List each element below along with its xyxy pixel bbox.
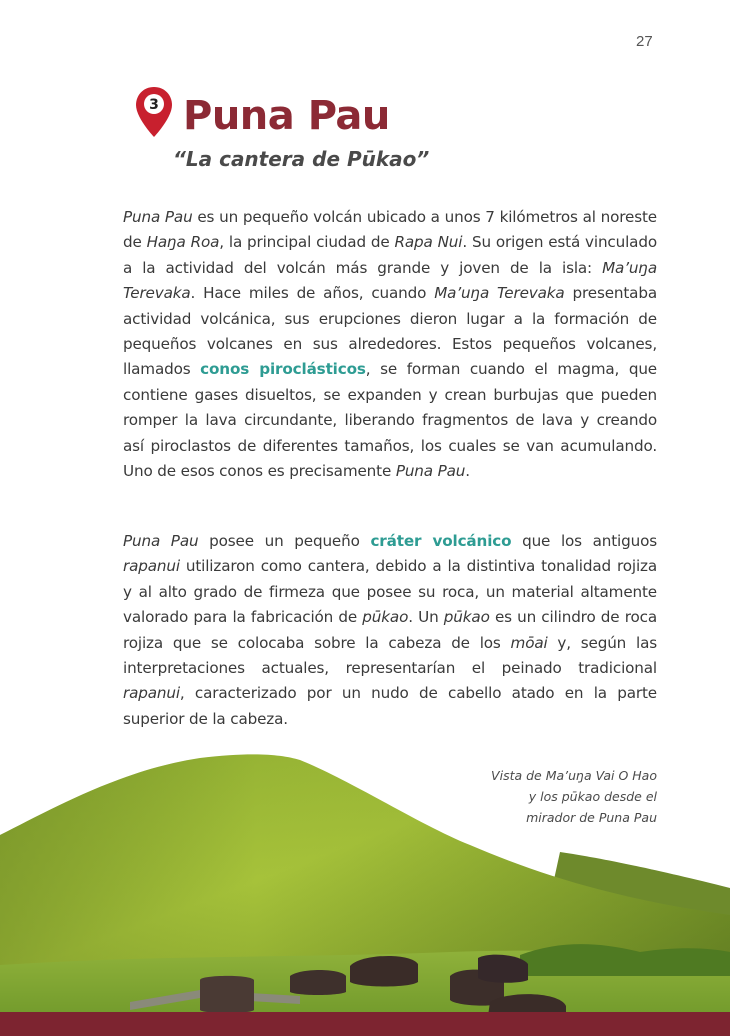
italic-term: rapanui — [123, 557, 180, 576]
page-title: Puna Pau — [183, 93, 390, 139]
text-run: , la principal ciudad de — [219, 233, 395, 252]
text-run: presentaba actividad volcánica, sus erupciones dieron lugar a la formación de pequeños volcanes en sus alrededores. Estos pequeños volcanes, llamados — [123, 284, 657, 379]
caption-line: mirador de Puna Pau — [526, 810, 657, 825]
text-run: , se forman cuando el magma, que contiene gases disueltos, se expanden y crean burbujas que pueden romper la lava circundante, liberando fragmentos de lava y creando así piroclastos de diferentes tamaños, los cuales se van acumulando. Uno de esos conos es precisamente — [123, 360, 657, 481]
text-run: . — [465, 462, 470, 481]
italic-term: mōai — [510, 633, 548, 652]
italic-term: pūkao — [443, 608, 490, 627]
italic-term: Rapa Nui — [394, 233, 463, 252]
caption-line: y los pūkao desde el — [528, 789, 657, 804]
text-run: . Su origen está vinculado a la actividad del volcán más grande y joven de la isla: — [123, 233, 657, 277]
text-run: que los antiguos — [511, 532, 657, 550]
text-run: , caracterizado por un nudo de cabello atado en la parte superior de la cabeza. — [123, 684, 657, 728]
highlight-term: cráter volcánico — [370, 532, 512, 550]
italic-term: Puna Pau — [395, 462, 466, 481]
text-run: posee un pequeño — [198, 532, 371, 550]
text-run: utilizaron como cantera, debido a la distintiva tonalidad rojiza y al alto grado de firmeza que posee su roca, un material altamente valorado para la fabricación de — [123, 557, 657, 627]
paragraph-intro — [123, 205, 657, 484]
text-run: . Hace miles de años, cuando — [190, 284, 435, 303]
text-run: y, según las interpretaciones actuales, representarían el peinado tradicional — [123, 633, 657, 678]
italic-term: Ma’uŋa Terevaka — [434, 284, 565, 303]
footer-bar — [0, 1012, 730, 1036]
photo-caption — [417, 765, 657, 828]
paragraph-crater — [123, 529, 657, 732]
italic-term: Haŋa Roa — [146, 233, 220, 252]
map-pin-icon — [135, 86, 173, 138]
page-number: 27 — [636, 33, 653, 50]
text-run: es un pequeño volcán ubicado a unos 7 kilómetros al noreste de — [123, 208, 657, 252]
italic-term: Puna Pau — [123, 208, 193, 226]
text-run: es un cilindro de roca rojiza que se colocaba sobre la cabeza de los — [123, 608, 657, 652]
marker-number: 3 — [149, 97, 159, 113]
caption-line: Vista de Ma’uŋa Vai O Hao — [491, 768, 657, 783]
text-run: . Un — [408, 608, 444, 627]
page-subtitle: “La cantera de Pūkao” — [173, 147, 430, 171]
italic-term: pūkao — [362, 608, 409, 627]
italic-term: Puna Pau — [123, 532, 199, 550]
highlight-term: conos piroclásticos — [200, 360, 366, 379]
italic-term: rapanui — [123, 684, 180, 703]
italic-term: Ma’uŋa Terevaka — [123, 258, 657, 303]
